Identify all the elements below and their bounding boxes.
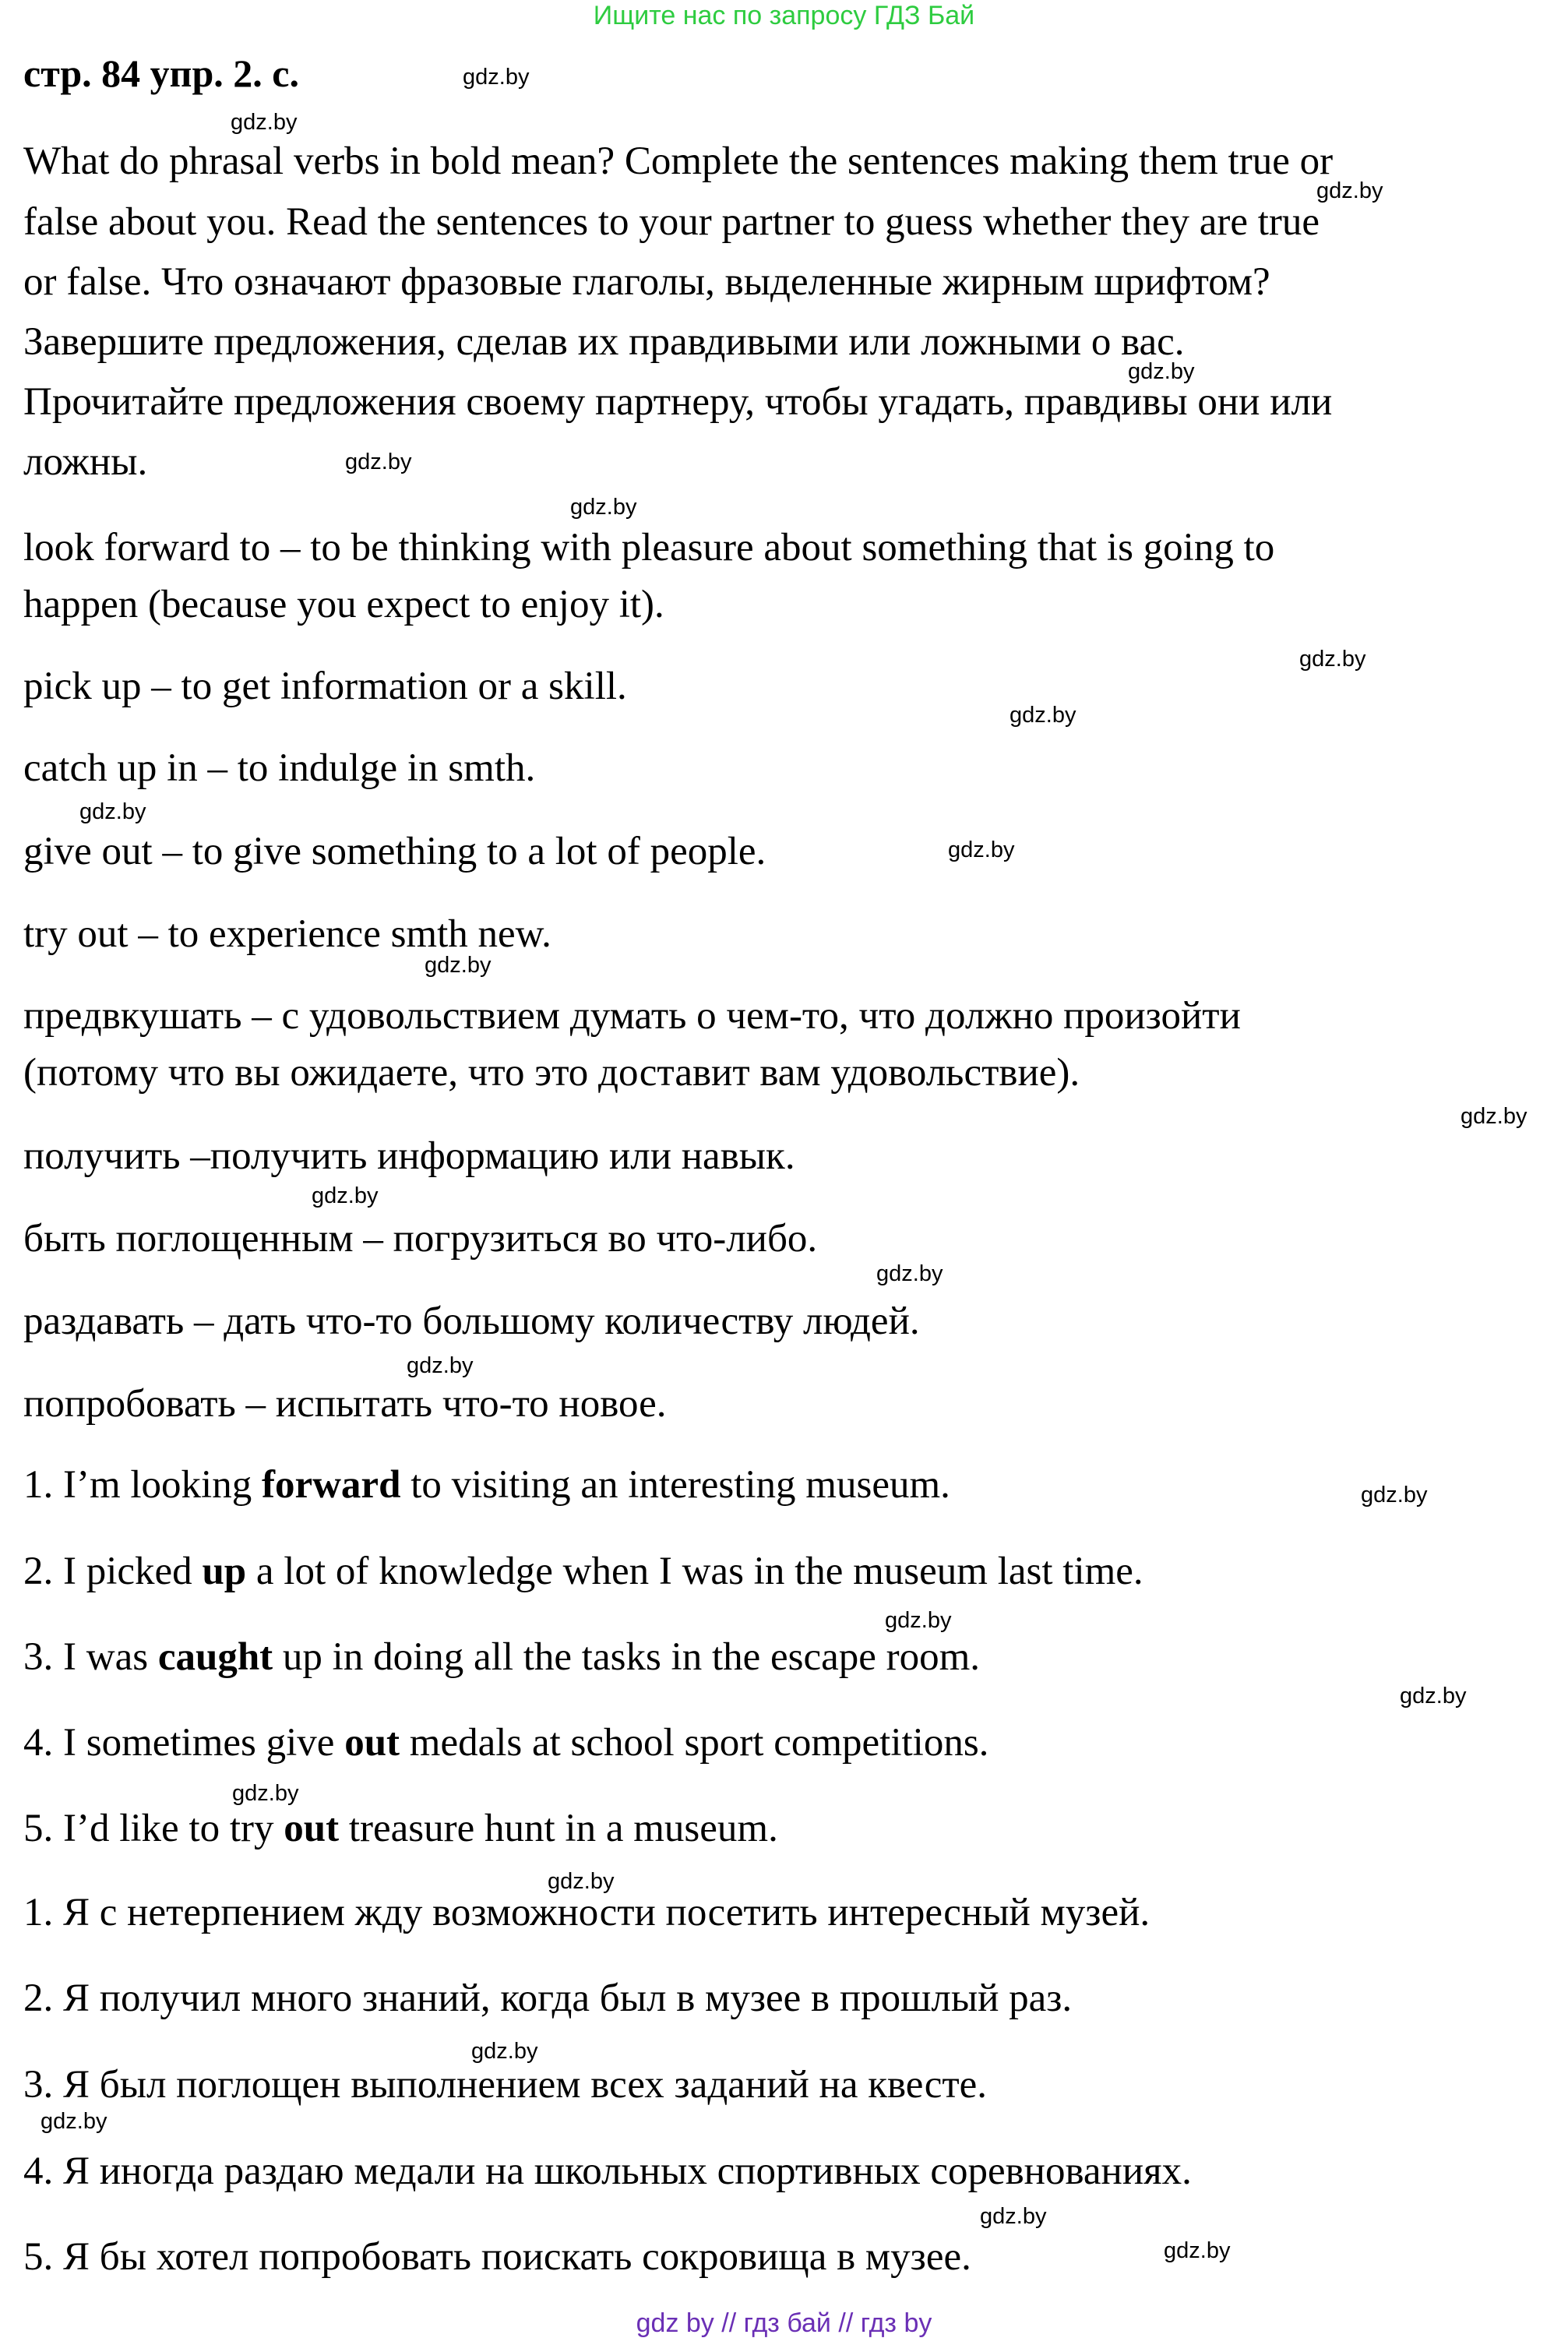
watermark: gdz.by bbox=[1461, 1104, 1527, 1129]
sentence-ru: 1. Я с нетерпением жду возможности посетить интересный музей. bbox=[23, 1891, 1150, 1934]
bold-word: out bbox=[344, 1721, 400, 1765]
watermark: gdz.by bbox=[1361, 1483, 1428, 1508]
watermark: gdz.by bbox=[1164, 2238, 1231, 2263]
sentence-text: to visiting an interesting museum. bbox=[400, 1463, 950, 1507]
watermark: gdz.by bbox=[463, 65, 530, 90]
watermark: gdz.by bbox=[425, 953, 492, 978]
definition-ru: (потому что вы ожидаете, что это доставит вам удовольствие). bbox=[23, 1051, 1080, 1095]
sentence-ru: 3. Я был поглощен выполнением всех заданий на квесте. bbox=[23, 2063, 987, 2107]
bold-word: out bbox=[284, 1807, 340, 1850]
definition-en: catch up in – to indulge in smth. bbox=[23, 746, 536, 790]
definition-ru: раздавать – дать что-то большому количеству людей. bbox=[23, 1299, 920, 1343]
bold-word: up bbox=[202, 1550, 247, 1593]
watermark: gdz.by bbox=[948, 838, 1015, 862]
watermark: gdz.by bbox=[548, 1869, 615, 1894]
sentence-text: 4. I sometimes give bbox=[23, 1721, 345, 1765]
definition-en: look forward to – to be thinking with pleasure about something that is going to bbox=[23, 526, 1275, 570]
definition-ru: получить –получить информацию или навык. bbox=[23, 1134, 795, 1178]
watermark: gdz.by bbox=[885, 1608, 952, 1633]
sentence-en bbox=[23, 1547, 1143, 1596]
definition-ru: предвкушать – с удовольствием думать о чем-то, что должно произойти bbox=[23, 994, 1241, 1038]
watermark: gdz.by bbox=[345, 450, 412, 474]
watermark: gdz.by bbox=[232, 1781, 299, 1806]
watermark: gdz.by bbox=[231, 110, 298, 135]
definition-ru: быть поглощенным – погрузиться во что-либо. bbox=[23, 1217, 818, 1261]
watermark: gdz.by bbox=[1010, 703, 1076, 728]
sentence-en bbox=[23, 1719, 988, 1767]
watermark: gdz.by bbox=[1128, 359, 1195, 384]
definition-en: give out – to give something to a lot of people. bbox=[23, 830, 766, 873]
bold-word: forward bbox=[261, 1463, 401, 1507]
watermark: gdz.by bbox=[876, 1261, 943, 1286]
bold-word: caught bbox=[157, 1635, 273, 1679]
sentence-text: 2. I picked bbox=[23, 1550, 203, 1593]
watermark: gdz.by bbox=[312, 1183, 379, 1208]
watermark: gdz.by bbox=[1316, 178, 1383, 203]
definition-en: try out – to experience smth new. bbox=[23, 912, 551, 956]
sentence-ru: 4. Я иногда раздаю медали на школьных спортивных соревнованиях. bbox=[23, 2149, 1192, 2193]
instruction-line: Прочитайте предложения своему партнеру, чтобы угадать, правдивы они или bbox=[23, 380, 1333, 424]
watermark: gdz.by bbox=[570, 495, 637, 520]
definition-ru: попробовать – испытать что-то новое. bbox=[23, 1382, 667, 1426]
sentence-text: up in doing all the tasks in the escape room. bbox=[273, 1635, 981, 1679]
sentence-text: 3. I was bbox=[23, 1635, 158, 1679]
watermark: gdz.by bbox=[79, 799, 146, 824]
sentence-ru: 2. Я получил много знаний, когда был в музее в прошлый раз. bbox=[23, 1977, 1073, 2020]
watermark: gdz.by bbox=[1299, 647, 1366, 672]
instruction-line: ложны. bbox=[23, 440, 148, 484]
watermark: gdz.by bbox=[471, 2039, 538, 2064]
instruction-line: or false. Что означают фразовые глаголы, выделенные жирным шрифтом? bbox=[23, 260, 1270, 304]
watermark: gdz.by bbox=[407, 1353, 474, 1378]
sentence-en bbox=[23, 1804, 778, 1853]
sentence-en bbox=[23, 1461, 950, 1509]
instruction-line: Завершите предложения, сделав их правдивыми или ложными о вас. bbox=[23, 320, 1185, 364]
sentence-text: 1. I’m looking bbox=[23, 1463, 262, 1507]
definition-en: happen (because you expect to enjoy it). bbox=[23, 583, 664, 626]
watermark: gdz.by bbox=[41, 2109, 107, 2134]
instruction-line: What do phrasal verbs in bold mean? Complete the sentences making them true or bbox=[23, 139, 1334, 183]
top-banner: Ищите нас по запросу ГДЗ Бай bbox=[593, 1, 975, 30]
instruction-line: false about you. Read the sentences to your partner to guess whether they are true bbox=[23, 200, 1320, 244]
sentence-text: a lot of knowledge when I was in the museum last time. bbox=[246, 1550, 1143, 1593]
sentence-text: medals at school sport competitions. bbox=[400, 1721, 989, 1765]
sentence-en bbox=[23, 1633, 980, 1681]
definition-en: pick up – to get information or a skill. bbox=[23, 665, 627, 708]
footer-banner: gdz by // гдз бай // гдз by bbox=[636, 2308, 932, 2338]
watermark: gdz.by bbox=[980, 2204, 1047, 2229]
watermark: gdz.by bbox=[1400, 1684, 1467, 1708]
sentence-ru: 5. Я бы хотел попробовать поискать сокровища в музее. bbox=[23, 2235, 971, 2279]
page-title: стр. 84 упр. 2. с. bbox=[23, 51, 299, 95]
sentence-text: 5. I’d like to try bbox=[23, 1807, 284, 1850]
sentence-text: treasure hunt in a museum. bbox=[339, 1807, 778, 1850]
